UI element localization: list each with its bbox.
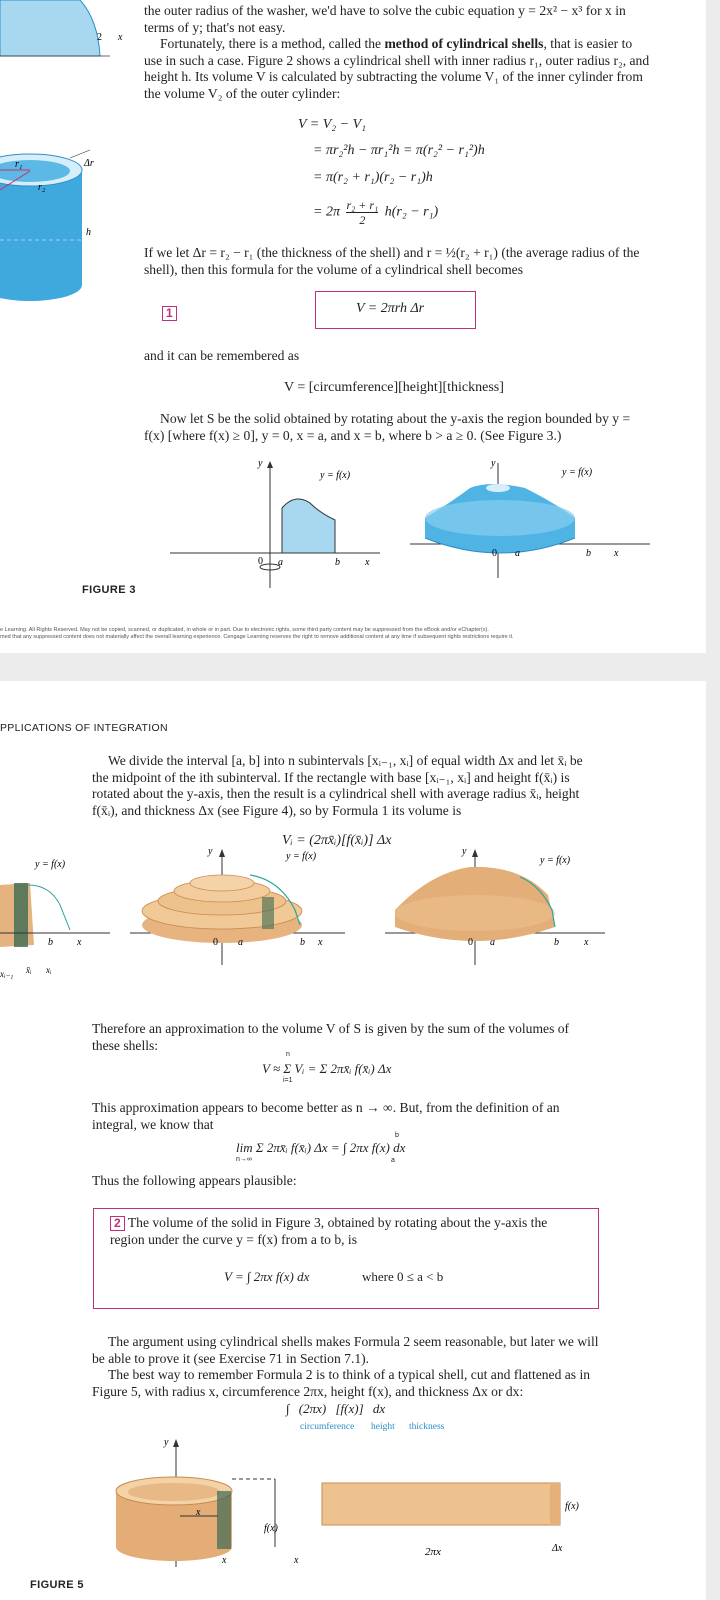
formula-2-text: 2 The volume of the solid in Figure 3, obtained by rotating about the y-axis the region under the curve y = f(x) from a to b, is [110, 1215, 548, 1247]
fig4-x-left: x [77, 937, 82, 948]
figure-3-label: FIGURE 3 [82, 584, 136, 596]
page-1 [0, 0, 706, 653]
fig4-b-left: b [48, 937, 53, 948]
fig2-h: h [86, 227, 91, 238]
fig3-a-left: a [278, 557, 283, 568]
equation-sum: V ≈ Σ Vᵢ = Σ 2πx̄ᵢ f(x̄ᵢ) Δx [262, 1061, 392, 1076]
formula-2-where: where 0 ≤ a < b [362, 1269, 444, 1284]
fig5-fx-left: f(x) [264, 1523, 278, 1534]
fig4-a-right: a [490, 937, 495, 948]
formula-2-box [93, 1208, 599, 1309]
fig4-zero-right: 0 [468, 937, 473, 948]
figure-2-shell [0, 0, 135, 310]
caption-circumference: circumference [300, 1422, 355, 1432]
fig4-x-right: x [584, 937, 589, 948]
fig4-y-mid: y [208, 846, 213, 857]
fig4-fx-left: y = f(x) [35, 859, 66, 870]
paragraph-divide: We divide the interval [a, b] into n subintervals [xᵢ₋₁, xᵢ] of equal width Δx and let x̄ᵢ be the midpoint of the ith subinterval. If the rectangle with base [xᵢ₋₁, xᵢ] and height f(x̄ᵢ) is rotated about the y-axis, then the result is a cylindrical shell with average radius x̄ᵢ, height f(x̄ᵢ), and thickness Δx (see Figure 4), so by Formula 1 its volume is [92, 753, 583, 818]
formula-2-equation: V = ∫ 2πx f(x) dx [224, 1269, 310, 1284]
fig3-b-right: b [586, 548, 591, 559]
fig4-b-mid: b [300, 937, 305, 948]
fig4-fx-mid: y = f(x) [286, 851, 317, 862]
paragraph-argument: The argument using cylindrical shells makes Formula 2 seem reasonable, but later we will be able to prove it (see Exercise 71 in Section 7.1). [92, 1334, 599, 1366]
fig4-xi: xᵢ [46, 965, 52, 975]
fig5-x-axis-left: x [222, 1555, 227, 1566]
equation-line-3: = π(r₂ + r₁)(r₂ − r₁)h [313, 170, 433, 185]
paragraph-therefore: Therefore an approximation to the volume V of S is given by the sum of the volumes of these shells: [92, 1021, 570, 1053]
fig5-dx: Δx [552, 1543, 563, 1554]
fig3-zero-right: 0 [492, 548, 497, 559]
fig3-b-left: b [335, 557, 340, 568]
figure-5 [100, 1435, 600, 1575]
fig4-xi1: xᵢ₋₁ [0, 969, 14, 979]
fig4-zero-mid: 0 [213, 937, 218, 948]
paragraph-let: If we let Δr = r₂ − r₁ (the thickness of the shell) and r = ½(r₂ + r₁) (the average radius of the shell), then this formula for the volume of a cylindrical shell becomes [144, 245, 640, 277]
equation-remember: V = [circumference][height][thickness] [284, 380, 504, 395]
fig3-fx-right: y = f(x) [562, 467, 593, 478]
paragraph-remember: and it can be remembered as [144, 348, 300, 363]
fig2-two: 2 [97, 32, 102, 43]
integral-upper: b [395, 1132, 399, 1139]
paragraph-thus: Thus the following appears plausible: [92, 1173, 297, 1188]
fig5-2pix: 2πx [425, 1546, 441, 1558]
equation-line-4: = 2π $\frac{\text{r₂ + r₁}}{2}$ h(r₂ − r₁) [313, 198, 439, 227]
equation-line-1: V = V₂ − V₁ [298, 117, 367, 132]
formula-1-number: 1 [162, 304, 177, 322]
figure-3 [170, 458, 660, 588]
fig3-a-right: a [515, 548, 520, 559]
chapter-header: PPLICATIONS OF INTEGRATION [0, 722, 168, 734]
fig4-a-mid: a [238, 937, 243, 948]
paragraph-intro-a: the outer radius of the washer, we'd have to solve the cubic equation y = 2x² − x³ for x in terms of y; that's not easy. [144, 3, 626, 35]
fig4-xbar: x̄ᵢ [26, 965, 32, 975]
fig3-zero-left: 0 [258, 556, 263, 567]
equation-line-2: = πr₂²h − πr₁²h = π(r₂² − r₁²)h [313, 143, 485, 158]
figure-5-label: FIGURE 5 [30, 1579, 84, 1591]
limit-subscript: n→∞ [236, 1156, 252, 1163]
integral-lower: a [391, 1157, 395, 1164]
fig3-x-right: x [614, 548, 619, 559]
sum-top-1: n [286, 1051, 290, 1058]
fig2-dr: Δr [84, 158, 94, 169]
paragraph-now: Now let S be the solid obtained by rotating about the y-axis the region bounded by y = f(x) [where f(x) ≥ 0], y = 0, x = a, and x = b, where b > a ≥ 0. (See Figure 3.) [144, 411, 631, 443]
fig4-y-right: y [462, 846, 467, 857]
sum-bottom-1: i=1 [283, 1077, 293, 1084]
fig3-y-left: y [258, 458, 263, 469]
fig5-x-radius: x [196, 1507, 201, 1518]
equation-integral-5: ∫ (2πx) [f(x)] dx [286, 1401, 386, 1416]
figure-4 [0, 846, 706, 990]
formula-1: V = 2πrh Δr [356, 301, 425, 316]
paragraph-intro-b: Fortunately, there is a method, called the method of cylindrical shells, that is easier to use in such a case. Figure 2 shows a cylindrical shell with inner radius r₁, outer radius r₂, and height h. Its volume V is calculated by subtracting the volume V₁ of the inner cylinder from the volume V₂ of the outer cylinder: [144, 36, 650, 101]
paragraph-approx: This approximation appears to become better as n → ∞. But, from the definition of an integral, we know that [92, 1100, 560, 1132]
equation-limit: lim Σ 2πx̄ᵢ f(x̄ᵢ) Δx = ∫ 2πx f(x) dx [236, 1140, 406, 1155]
fig3-y-right: y [491, 458, 496, 469]
fig5-fx-right: f(x) [565, 1501, 579, 1512]
paragraph-best: The best way to remember Formula 2 is to think of a typical shell, cut and flattened as in Figure 5, with radius x, circumference 2πx, height f(x), and thickness Δx or dx: [92, 1367, 591, 1399]
fig2-x: x [118, 32, 123, 43]
page-2 [0, 681, 706, 1600]
fig2-r2: r₂ [38, 182, 46, 193]
caption-thickness: thickness [409, 1422, 445, 1432]
fig4-b-right: b [554, 937, 559, 948]
caption-height: height [371, 1422, 395, 1432]
fig5-x-axis-right: x [294, 1555, 299, 1566]
copyright-line-2: med that any suppressed content does not materially affect the overall learning experience. Cengage Learning reserves the right to remove additional content at any time if subsequent rights restrictions require it. [0, 634, 514, 640]
copyright-line-1: e Learning. All Rights Reserved. May not be copied, scanned, or duplicated, in whole or in part. Due to electronic rights, some third party content may be suppressed from the eBook and/or eChapter(s). [0, 627, 489, 633]
formula-1-box [315, 291, 476, 329]
fig4-x-mid: x [318, 937, 323, 948]
fig3-fx-left: y = f(x) [320, 470, 351, 481]
fig5-y: y [164, 1437, 169, 1448]
fig3-x-left: x [365, 557, 370, 568]
equation-vi: Vᵢ = (2πx̄ᵢ)[f(x̄ᵢ)] Δx [282, 833, 392, 848]
fig4-fx-right: y = f(x) [540, 855, 571, 866]
fig2-r1: r₁ [15, 159, 23, 170]
